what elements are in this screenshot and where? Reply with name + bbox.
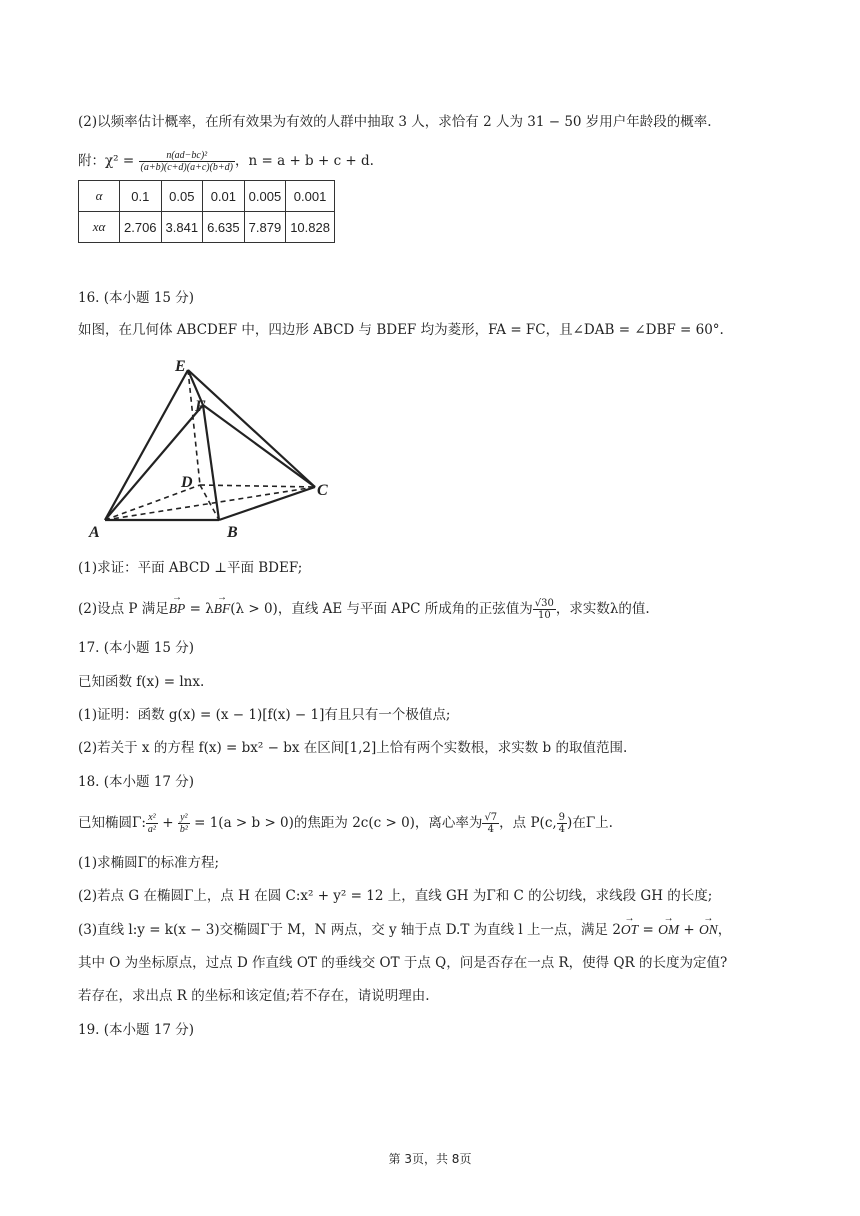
label-e: E [175, 358, 186, 375]
page-footer: 第 3页，共 8页 [388, 1152, 472, 1166]
table-cell: 7.879 [244, 212, 286, 243]
q15-appendix [78, 150, 374, 173]
geometry-figure [85, 355, 345, 545]
table-row-alpha [79, 181, 335, 212]
q15-part2: (2)以频率估计概率，在所有效果为有效的人群中抽取 3 人，求恰有 2 人为 31 − 50 岁用户年龄段的概率. [78, 114, 712, 130]
q16-part1: (1)求证：平面 ABCD ⊥平面 BDEF; [78, 560, 303, 576]
point-y-fraction [557, 812, 567, 835]
eccentricity-fraction [482, 812, 499, 835]
fraction-numerator: √7 [484, 812, 498, 823]
formula-numerator: n(ad−bc)² [139, 150, 236, 162]
q17-part2: (2)若关于 x 的方程 f(x) = bx² − bx 在区间[1,2]上恰有两个实数根，求实数 b 的取值范围. [78, 740, 628, 756]
fraction-numerator: x² [146, 812, 158, 824]
appendix-suffix: ，n = a + b + c + d. [235, 153, 374, 169]
table-cell: 0.05 [161, 181, 203, 212]
vector-om: → OM [658, 920, 679, 940]
figure-solid-edges [105, 370, 315, 520]
table-cell: 2.706 [120, 212, 162, 243]
label-c: C [317, 482, 328, 499]
text-span: = 1(a > b > 0)的焦距为 2c(c > 0)，离心率为 [189, 815, 483, 831]
label-a: A [89, 524, 100, 541]
ellipse-y-term [178, 812, 190, 835]
table-cell: 6.635 [203, 212, 245, 243]
q16-part2 [78, 598, 650, 621]
text-span: ， [717, 922, 732, 938]
q17-stem: 已知函数 f(x) = lnx. [78, 674, 205, 690]
text-span: + [679, 922, 699, 938]
appendix-prefix: 附：χ² = [78, 153, 139, 169]
text-span: (λ > 0)，直线 AE 与平面 APC 所成角的正弦值为 [230, 601, 533, 617]
q17-header: 17. (本小题 15 分) [78, 640, 195, 656]
label-b: B [227, 524, 238, 541]
fraction-numerator: y² [178, 812, 190, 824]
fraction-numerator: 9 [558, 812, 566, 823]
chi-square-formula [139, 150, 236, 173]
fraction-denominator: 10 [537, 610, 551, 621]
sine-value-fraction [533, 598, 556, 621]
label-f: F [195, 398, 206, 415]
text-span: + [157, 815, 178, 831]
table-cell: 0.01 [203, 181, 245, 212]
fraction-denominator: a² [147, 824, 156, 835]
table-row-x [79, 212, 335, 243]
label-d: D [181, 474, 193, 491]
critical-value-table [78, 180, 335, 243]
vector-bf: → BF [214, 599, 231, 619]
text-span: ，求实数λ的值. [555, 601, 650, 617]
table-header-x: xα [79, 212, 120, 243]
table-header-alpha: α [79, 181, 120, 212]
q18-header: 18. (本小题 17 分) [78, 774, 195, 790]
text-span: (2)设点 P 满足 [78, 601, 169, 617]
table-cell: 10.828 [286, 212, 335, 243]
q18-part3-line2: 其中 O 为坐标原点，过点 D 作直线 OT 的垂线交 OT 于点 Q，问是否存在一点 R，使得 QR 的长度为定值? [78, 955, 728, 971]
text-span: )在Γ上. [567, 815, 613, 831]
fraction-denominator: 4 [487, 824, 494, 835]
vector-ot: → OT [621, 920, 638, 940]
ellipse-x-term [146, 812, 158, 835]
text-span: (3)直线 l:y = k(x − 3)交椭圆Γ于 M，N 两点，交 y 轴于点 D.T 为直线 l 上一点，满足 2 [78, 922, 621, 938]
fraction-numerator: √30 [534, 598, 554, 609]
text-span: = [638, 922, 659, 938]
table-cell: 0.005 [244, 181, 286, 212]
q18-stem [78, 812, 613, 835]
vector-bp: → BP [169, 599, 186, 619]
q18-part3 [78, 920, 731, 940]
formula-denominator: (a+b)(c+d)(a+c)(b+d) [140, 162, 234, 173]
q18-part2: (2)若点 G 在椭圆Γ上，点 H 在圆 C:x² + y² = 12 上，直线 GH 为Γ和 C 的公切线，求线段 GH 的长度; [78, 888, 713, 904]
vector-on: → ON [699, 920, 718, 940]
text-span: ，点 P(c, [499, 815, 557, 831]
table-cell: 0.1 [120, 181, 162, 212]
table-cell: 0.001 [286, 181, 335, 212]
table-cell: 3.841 [161, 212, 203, 243]
q19-header: 19. (本小题 17 分) [78, 1022, 195, 1038]
q16-header: 16. (本小题 15 分) [78, 290, 195, 306]
text-span: 已知椭圆Γ: [78, 815, 146, 831]
q17-part1: (1)证明：函数 g(x) = (x − 1)[f(x) − 1]有且只有一个极值点; [78, 707, 451, 723]
fraction-denominator: 4 [558, 824, 566, 835]
q18-part3-line3: 若存在，求出点 R 的坐标和该定值;若不存在，请说明理由. [78, 988, 430, 1004]
text-span: = λ [185, 601, 214, 617]
q16-stem: 如图，在几何体 ABCDEF 中，四边形 ABCD 与 BDEF 均为菱形，FA = FC，且∠DAB = ∠DBF = 60°. [78, 322, 724, 338]
q18-part1: (1)求椭圆Γ的标准方程; [78, 855, 220, 871]
fraction-denominator: b² [179, 824, 188, 835]
